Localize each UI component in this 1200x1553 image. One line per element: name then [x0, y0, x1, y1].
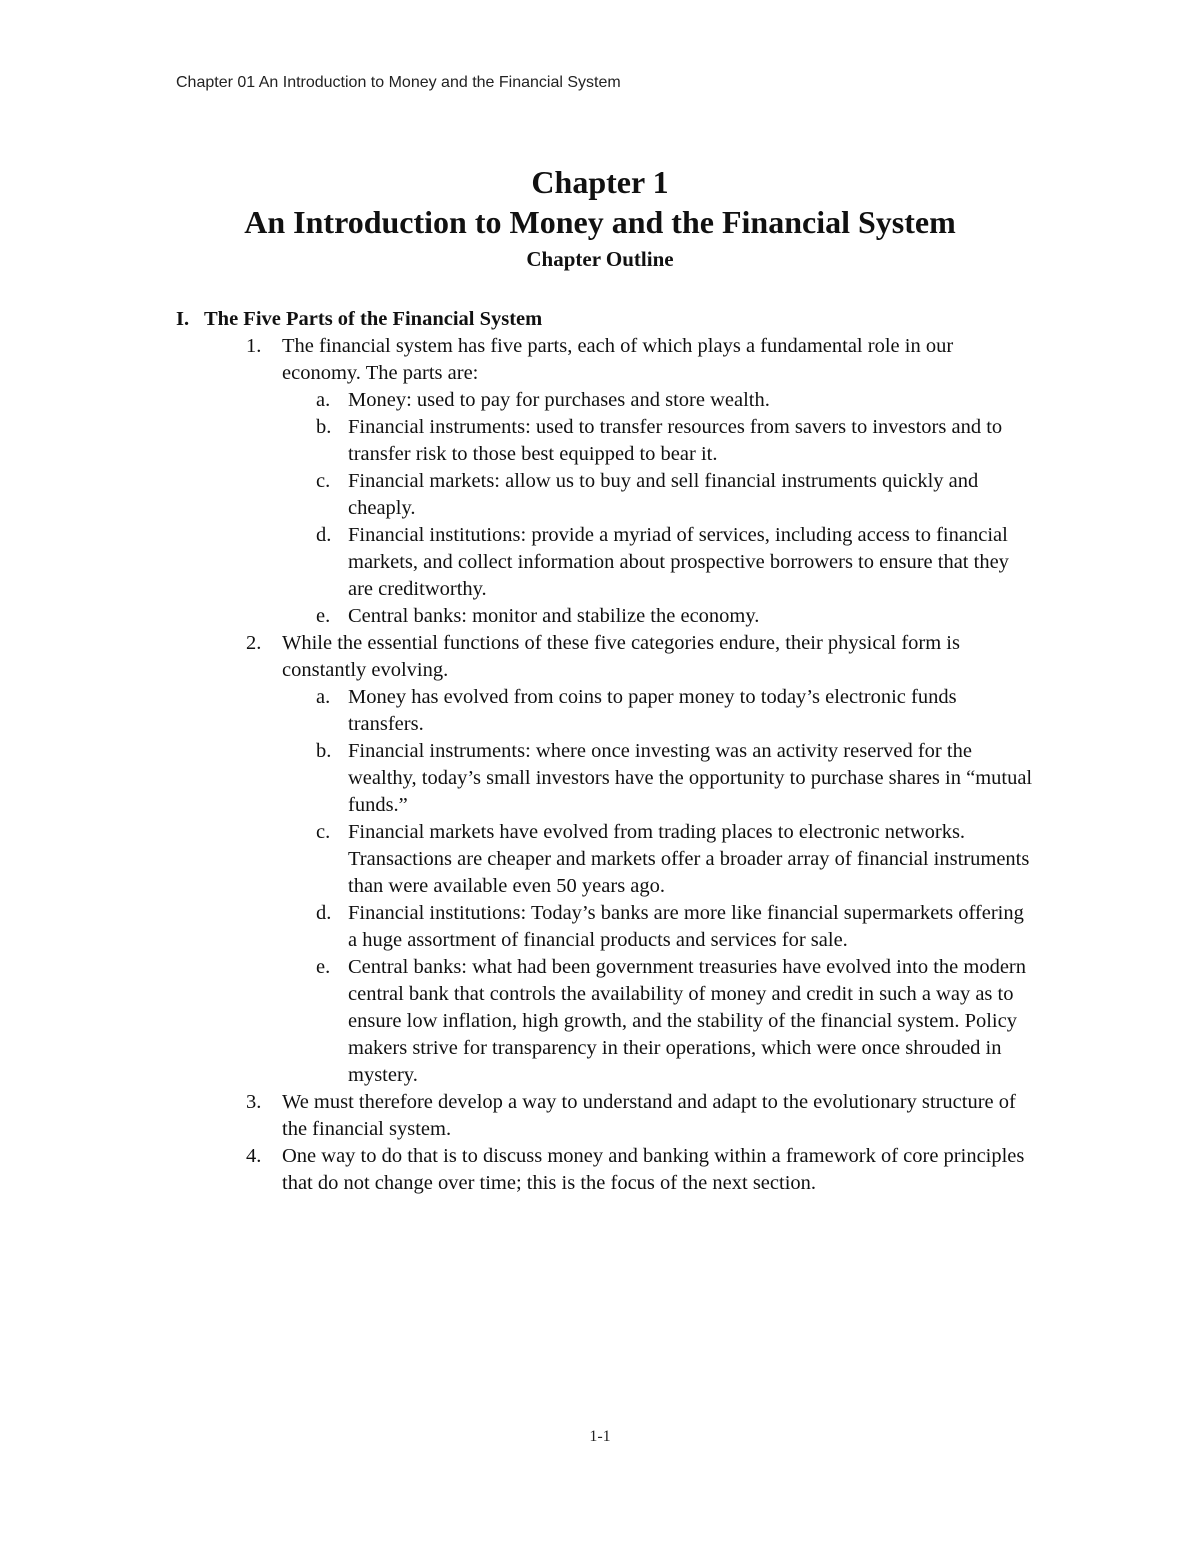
outline-subitem [176, 414, 1036, 468]
subitem-text: Financial institutions: provide a myriad of services, including access to financial markets, and collect information about prospective borrowers to ensure that they are creditworthy. [348, 524, 1009, 600]
outline-subitem [176, 900, 1036, 954]
subitem-marker: d. [316, 902, 332, 924]
outline-content [176, 306, 1036, 1197]
subitem-text: Financial institutions: Today’s banks are more like financial supermarkets offering a huge assortment of financial products and services for sale. [348, 902, 1024, 951]
subitem-text: Financial markets: allow us to buy and sell financial instruments quickly and cheaply. [348, 470, 979, 519]
chapter-subtitle: Chapter Outline [526, 247, 674, 271]
subitem-text: Financial instruments: used to transfer resources from savers to investors and to transfer risk to those best equipped to bear it. [348, 416, 1003, 465]
section-number: I. [176, 308, 190, 330]
outline-subitem [176, 954, 1036, 1089]
outline-item [176, 333, 1036, 387]
subitem-text: Financial markets have evolved from trading places to electronic networks. Transactions are cheaper and markets offer a broader array of financial instruments than were available even 50 years ago. [348, 821, 1030, 897]
outline-item [176, 630, 1036, 684]
item-text: The financial system has five parts, each of which plays a fundamental role in our economy. The parts are: [282, 335, 954, 384]
item-text: We must therefore develop a way to understand and adapt to the evolutionary structure of the financial system. [282, 1091, 1016, 1140]
title-block [0, 162, 1200, 276]
subitem-marker: b. [316, 740, 332, 762]
outline-subitem [176, 468, 1036, 522]
subitem-marker: b. [316, 416, 332, 438]
chapter-number: Chapter 1 [531, 164, 669, 200]
outline-subitem [176, 738, 1036, 819]
item-text: One way to do that is to discuss money and banking within a framework of core principles that do not change over time; this is the focus of the next section. [282, 1145, 1025, 1194]
item-text: While the essential functions of these five categories endure, their physical form is constantly evolving. [282, 632, 960, 681]
subitem-marker: c. [316, 821, 331, 843]
item-marker: 3. [246, 1091, 262, 1113]
item-marker: 1. [246, 335, 262, 357]
chapter-title: An Introduction to Money and the Financial System [244, 204, 956, 240]
subitem-text: Central banks: monitor and stabilize the economy. [348, 605, 760, 627]
item-marker: 4. [246, 1145, 262, 1167]
subitem-marker: e. [316, 605, 331, 627]
outline-subitem [176, 522, 1036, 603]
running-header: Chapter 01 An Introduction to Money and the Financial System [176, 74, 621, 91]
subitem-text: Central banks: what had been government treasuries have evolved into the modern central bank that controls the availability of money and credit in such a way as to ensure low inflation, high growth, and the stability of the financial system. Policy makers strive for transparency in their operations, which were once shrouded in mystery. [348, 956, 1026, 1086]
page-number: 1-1 [589, 1428, 611, 1445]
outline-subitem [176, 819, 1036, 900]
outline-subitem [176, 603, 1036, 630]
subitem-text: Financial instruments: where once investing was an activity reserved for the wealthy, today’s small investors have the opportunity to purchase shares in “mutual funds.” [348, 740, 1033, 816]
item-marker: 2. [246, 632, 262, 654]
subitem-text: Money has evolved from coins to paper money to today’s electronic funds transfers. [348, 686, 957, 735]
outline-item [176, 1143, 1036, 1197]
subitem-marker: a. [316, 389, 331, 411]
outline-item [176, 1089, 1036, 1143]
outline-subitem [176, 387, 1036, 414]
section-title: The Five Parts of the Financial System [204, 308, 543, 330]
section-heading [176, 306, 1036, 333]
outline-subitem [176, 684, 1036, 738]
subitem-text: Money: used to pay for purchases and store wealth. [348, 389, 770, 411]
subitem-marker: c. [316, 470, 331, 492]
subitem-marker: d. [316, 524, 332, 546]
subitem-marker: e. [316, 956, 331, 978]
subitem-marker: a. [316, 686, 331, 708]
